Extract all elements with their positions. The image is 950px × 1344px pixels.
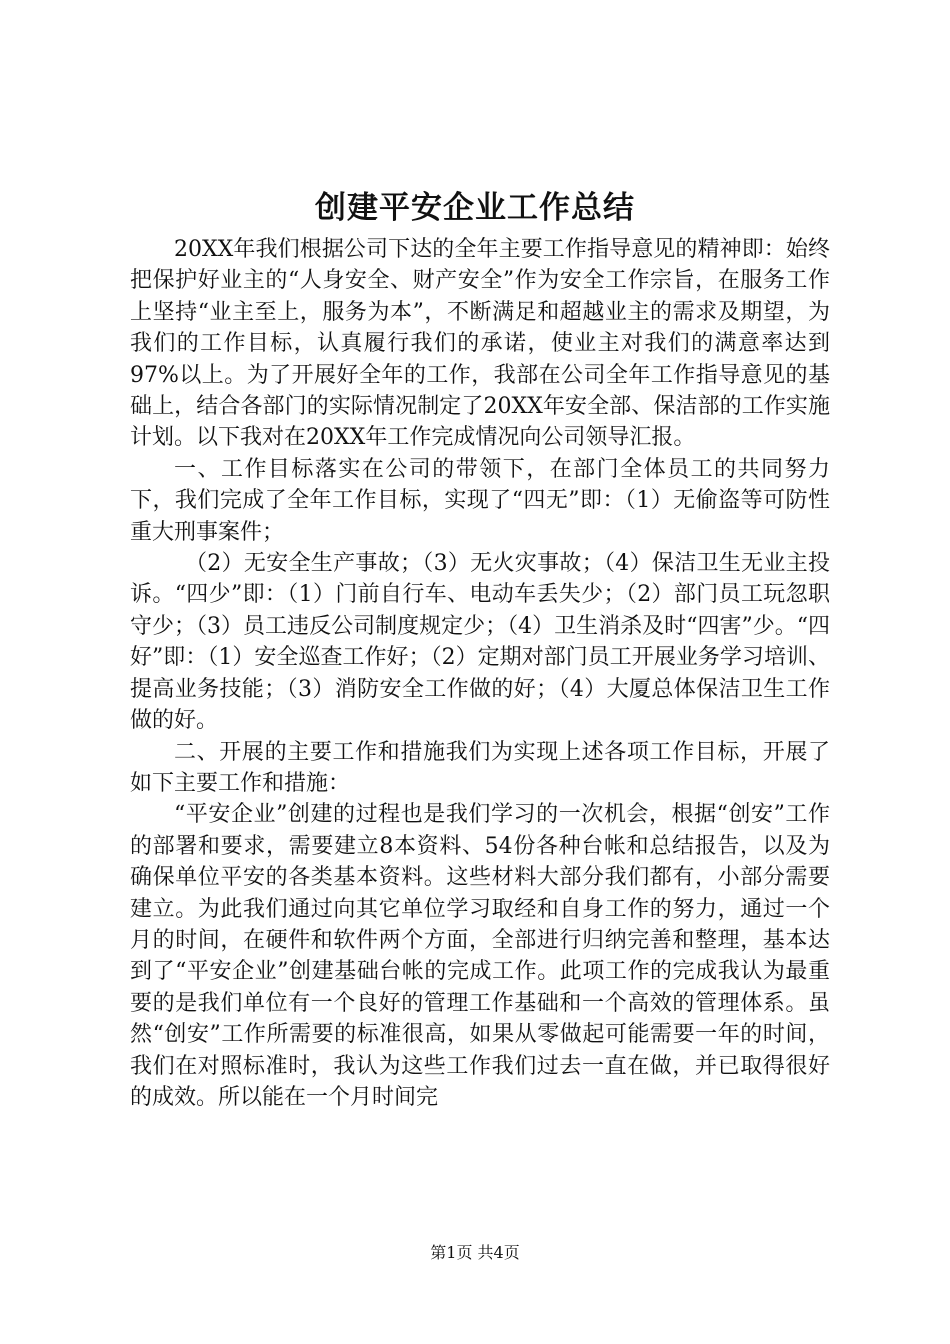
paragraph-goals: 一、工作目标落实在公司的带领下，在部门全体员工的共同努力下，我们完成了全年工作目标，实现了“四无”即：（1）无偷盗等可防性重大刑事案件； [130,456,830,545]
paragraph-goals-continued: （2）无安全生产事故；（3）无火灾事故；（4）保洁卫生无业主投诉。“四少”即：（1）门前自行车、电动车丢失少；（2）部门员工玩忽职守少；（3）员工违反公司制度规定少；（4）卫生消杀及时“四害”少。“四好”即：（1）安全巡查工作好；（2）定期对部门员工开展业务学习培训、提高业务技能；（3）消防安全工作做的好；（4）大厦总体保洁卫生工作做的好。 [130,551,830,734]
document-body [130,234,830,1113]
paragraph-intro: 20XX年我们根据公司下达的全年主要工作指导意见的精神即：始终把保护好业主的“人身安全、财产安全”作为安全工作宗旨，在服务工作上坚持“业主至上，服务为本”，不断满足和超越业主的需求及期望，为我们的工作目标，认真履行我们的承诺，使业主对我们的满意率达到97%以上。为了开展好全年的工作，我部在公司全年工作指导意见的基础上，结合各部门的实际情况制定了20XX年安全部、保洁部的工作实施计划。以下我对在20XX年工作完成情况向公司领导汇报。 [130,237,830,451]
paragraph-safe-enterprise: “平安企业”创建的过程也是我们学习的一次机会，根据“创安”工作的部署和要求，需要建立8本资料、54份各种台帐和总结报告，以及为确保单位平安的各类基本资料。这些材料大部分我们都有，小部分需要建立。为此我们通过向其它单位学习取经和自身工作的努力，通过一个月的时间，在硬件和软件两个方面，全部进行归纳完善和整理，基本达到了“平安企业”创建基础台帐的完成工作。此项工作的完成我认为最重要的是我们单位有一个良好的管理工作基础和一个高效的管理体系。虽然“创安”工作所需要的标准很高，如果从零做起可能需要一年的时间，我们在对照标准时，我认为这些工作我们过去一直在做，并已取得很好的成效。所以能在一个月时间完 [130,802,830,1110]
page-footer: 第1页 共4页 [430,1243,520,1262]
document-title: 创建平安企业工作总结 [315,190,635,226]
paragraph-measures-heading: 二、开展的主要工作和措施我们为实现上述各项工作目标，开展了如下主要工作和措施： [130,739,830,796]
